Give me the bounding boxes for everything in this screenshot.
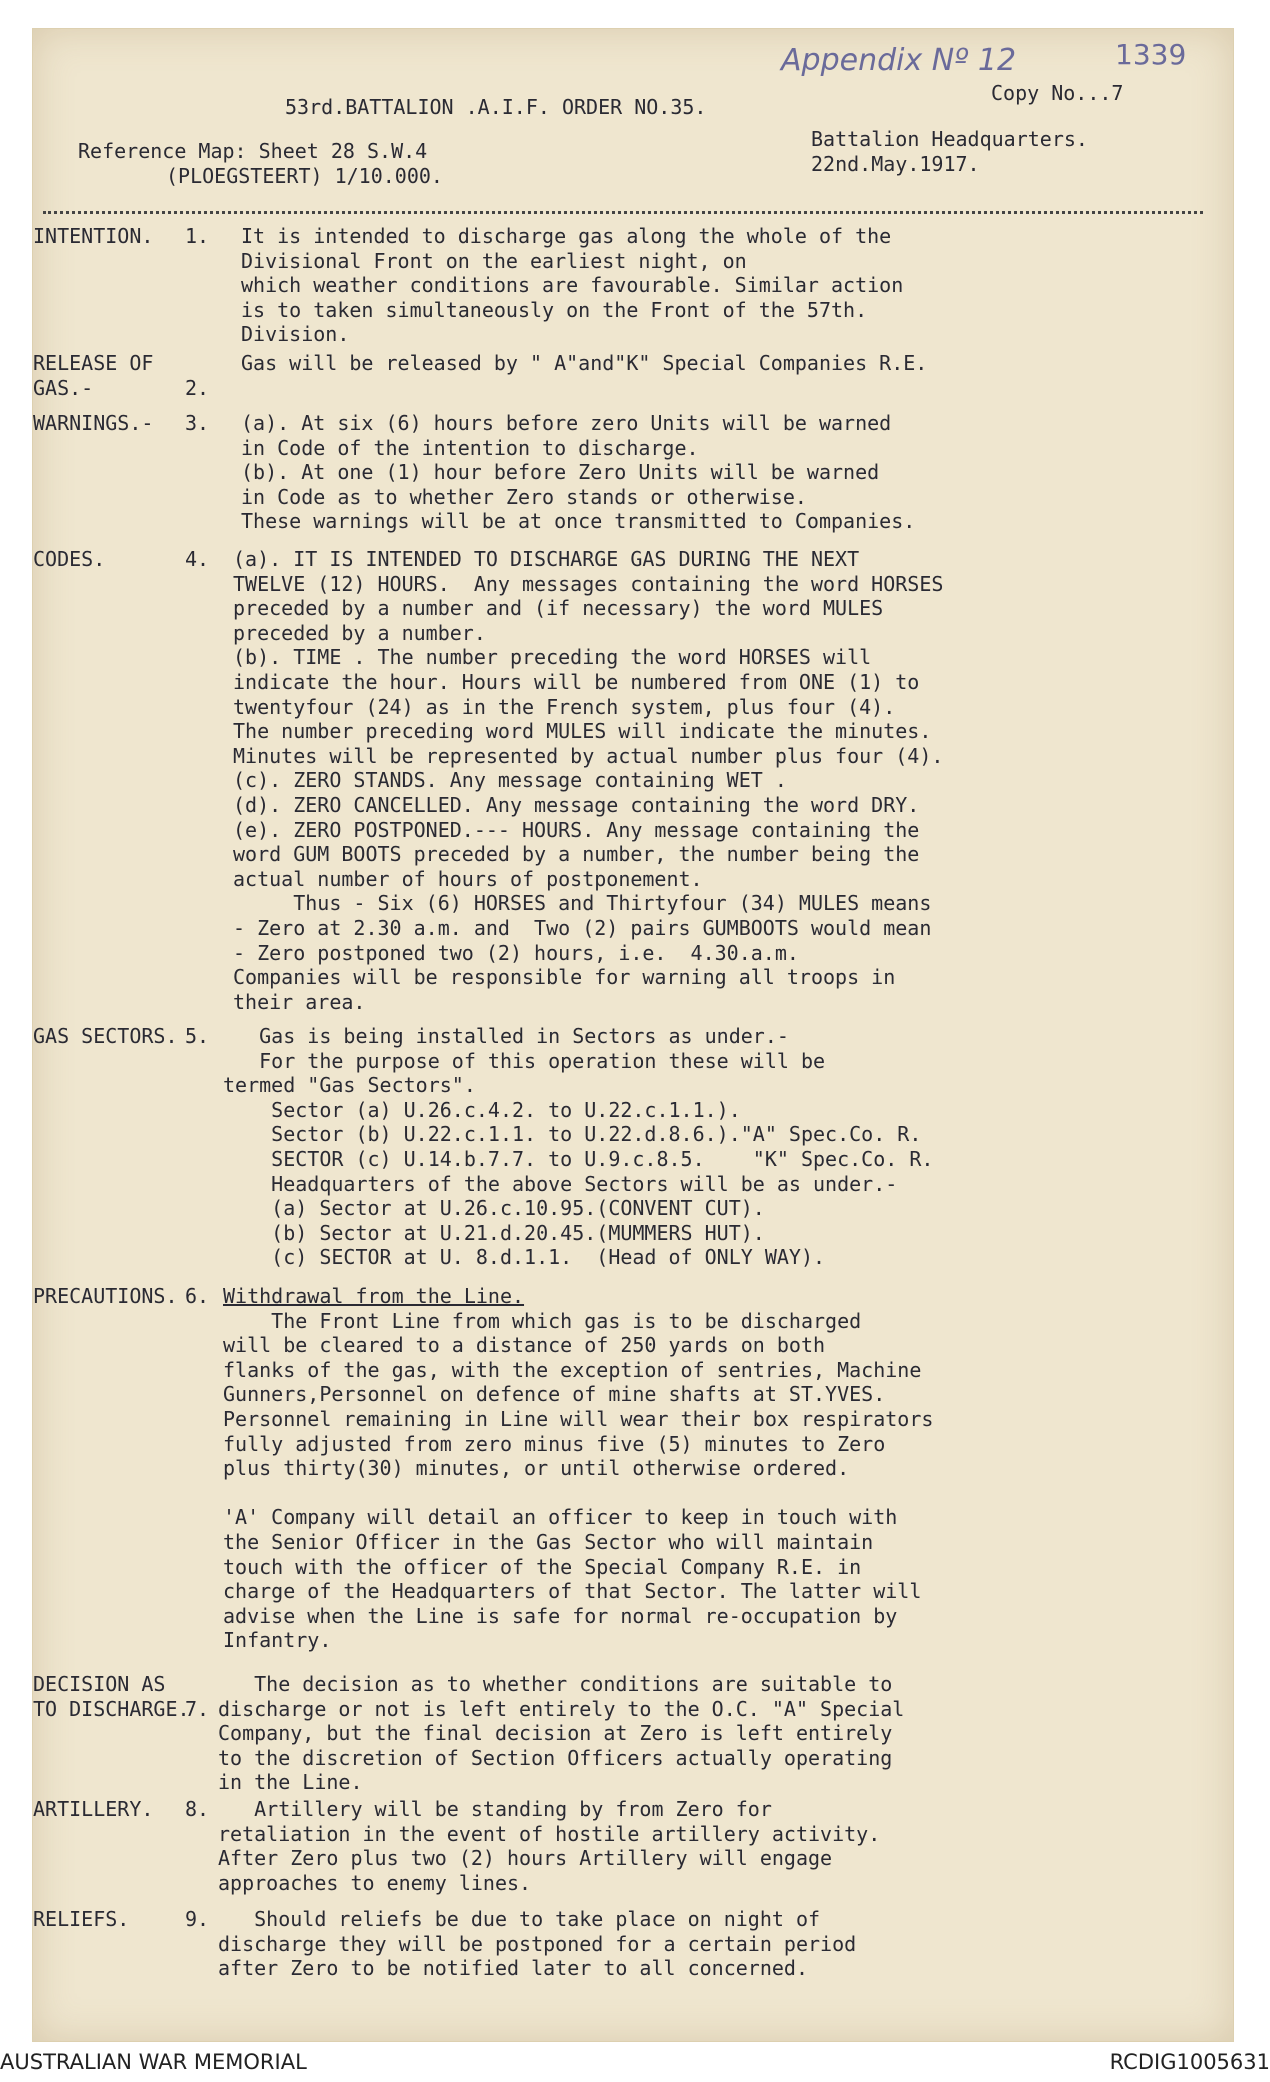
section-text-line: retaliation in the event of hostile artillery activity. [218, 1821, 881, 1846]
section-text-line: discharge they will be postponed for a certain period [218, 1931, 857, 1956]
section-text-line: their area. [233, 989, 366, 1014]
section-text-line: advise when the Line is safe for normal re-occupation by [223, 1603, 898, 1628]
section-text-line: in Code as to whether Zero stands or otherwise. [241, 484, 807, 509]
section-text-line: Sector (a) U.26.c.4.2. to U.22.c.1.1.). [223, 1097, 741, 1122]
section-text-line: discharge or not is left entirely to the O.C. "A" Special [218, 1696, 905, 1721]
section-margin-heading: RELIEFS. [33, 1907, 130, 1931]
section-text-line: preceded by a number and (if necessary) the word MULES [233, 596, 884, 621]
section-text-line: which weather conditions are favourable. Similar action [241, 273, 904, 298]
section-text-line: The Front Line from which gas is to be discharged [223, 1308, 862, 1333]
document-page [32, 28, 1234, 2042]
section-text-line: indicate the hour. Hours will be numbered from ONE (1) to [233, 670, 920, 694]
section-number: 8. [185, 1797, 210, 1821]
section-text-line: Withdrawal from the Line. [223, 1284, 525, 1308]
section-text-line: Infantry. [223, 1628, 332, 1653]
section-margin-heading: PRECAUTIONS. [33, 1284, 178, 1308]
section-margin-heading: WARNINGS.- [33, 411, 154, 435]
section-text-line: Gas will be released by " A"and"K" Special Companies R.E. [241, 351, 928, 375]
section-text-line: termed "Gas Sectors". [223, 1073, 476, 1098]
section-text-line: Divisional Front on the earliest night, on [241, 248, 747, 273]
section-number: 2. [185, 375, 210, 400]
section-text-line: (e). ZERO POSTPONED.--- HOURS. Any message containing the [233, 817, 920, 842]
section-text-line: twentyfour (24) as in the French system, plus four (4). [233, 694, 896, 719]
section-text-line: Company, but the final decision at Zero is left entirely [218, 1721, 893, 1746]
section-text-line: touch with the officer of the Special Company R.E. in [223, 1554, 862, 1579]
section-number: 1. [185, 224, 210, 248]
section-text-line: charge of the Headquarters of that Sector. The latter will [223, 1579, 922, 1604]
section-text-line: the Senior Officer in the Gas Sector who will maintain [223, 1530, 874, 1554]
footer-right: RCDIG1005631 [1109, 2050, 1270, 2074]
section-text-line: (b) Sector at U.21.d.20.45.(MUMMERS HUT). [223, 1220, 765, 1245]
section-text-line: Should reliefs be due to take place on night of [218, 1907, 821, 1931]
section-text-line: After Zero plus two (2) hours Artillery will engage [218, 1846, 833, 1871]
section-margin-heading: INTENTION. [33, 224, 154, 248]
section-text-line: Sector (b) U.22.c.1.1. to U.22.d.8.6.)."A" Spec.Co. R. [223, 1122, 922, 1147]
reference-map-line-1: Reference Map: Sheet 28 S.W.4 [78, 139, 428, 163]
section-text-line: The decision as to whether conditions are suitable to [218, 1672, 893, 1696]
reference-map-line-2: (PLOEGSTEERT) 1/10.000. [166, 164, 443, 188]
section-margin-heading: CODES. [33, 547, 106, 571]
section-text-line: The number preceding word MULES will indicate the minutes. [233, 719, 932, 744]
section-text-line: - Zero postponed two (2) hours, i.e. 4.30.a.m. [233, 940, 799, 965]
section-text-line: 'A' Company will detail an officer to keep in touch with [223, 1505, 898, 1530]
section-margin-heading: DECISION AS [33, 1672, 166, 1696]
section-text-line: Gunners,Personnel on defence of mine shafts at ST.YVES. [223, 1382, 886, 1407]
section-text-line: Companies will be responsible for warning all troops in [233, 965, 896, 990]
section-text-line: preceded by a number. [233, 620, 486, 645]
section-text-line: Artillery will be standing by from Zero for [218, 1797, 772, 1821]
section-text-line: fully adjusted from zero minus five (5) minutes to Zero [223, 1431, 886, 1456]
appendix-note: Appendix Nº 12 [781, 43, 1017, 78]
section-text-line: after Zero to be notified later to all concerned. [218, 1956, 809, 1981]
page-number: 1339 [1115, 38, 1187, 71]
section-text-line: (b). TIME . The number preceding the word HORSES will [233, 645, 872, 670]
section-number: 4. [185, 547, 210, 571]
section-text-line: (c) SECTOR at U. 8.d.1.1. (Head of ONLY WAY). [223, 1245, 826, 1270]
section-number: 6. [185, 1284, 210, 1308]
section-text-line: will be cleared to a distance of 250 yards on both [223, 1333, 826, 1358]
section-text-line: is to taken simultaneously on the Front of the 57th. [241, 297, 868, 322]
section-number: 9. [185, 1907, 210, 1931]
section-margin-heading: GAS.- [33, 375, 94, 400]
order-title: 53rd.BATTALION .A.I.F. ORDER NO.35. [285, 95, 707, 119]
section-text-line: flanks of the gas, with the exception of sentries, Machine [223, 1357, 922, 1382]
section-text-line: (d). ZERO CANCELLED. Any message containing the word DRY. [233, 793, 920, 817]
section-text-line: approaches to enemy lines. [218, 1870, 532, 1895]
section-text-line: (a). IT IS INTENDED TO DISCHARGE GAS DURING THE NEXT [233, 547, 860, 571]
section-number: 3. [185, 411, 210, 435]
section-text-line: Headquarters of the above Sectors will be as under.- [223, 1171, 898, 1196]
section-text-line: SECTOR (c) U.14.b.7.7. to U.9.c.8.5. "K" Spec.Co. R. [223, 1147, 934, 1171]
section-text-line: Personnel remaining in Line will wear their box respirators [223, 1407, 934, 1431]
section-text-line: to the discretion of Section Officers actually operating [218, 1745, 893, 1770]
order-date: 22nd.May.1917. [811, 152, 980, 176]
section-text-line: These warnings will be at once transmitted to Companies. [241, 509, 916, 534]
section-text-line: (c). ZERO STANDS. Any message containing WET . [233, 768, 787, 793]
section-margin-heading: RELEASE OF [33, 351, 154, 375]
section-margin-heading: TO DISCHARGE. [33, 1696, 190, 1721]
section-text-line: Gas is being installed in Sectors as under.- [223, 1024, 789, 1048]
header-divider [43, 211, 1203, 214]
section-text-line: Division. [241, 322, 350, 347]
section-text-line: - Zero at 2.30 a.m. and Two (2) pairs GUMBOOTS would mean [233, 916, 932, 940]
section-text-line: Minutes will be represented by actual number plus four (4). [233, 743, 944, 768]
battalion-headquarters: Battalion Headquarters. [811, 127, 1088, 151]
section-text-line: actual number of hours of postponement. [233, 866, 703, 891]
section-text-line: For the purpose of this operation these will be [223, 1048, 826, 1073]
section-text-line: It is intended to discharge gas along the whole of the [241, 224, 892, 248]
section-text-line: TWELVE (12) HOURS. Any messages containing the word HORSES [233, 571, 944, 596]
section-text-line: word GUM BOOTS preceded by a number, the number being the [233, 842, 920, 867]
footer-left: AUSTRALIAN WAR MEMORIAL [0, 2050, 307, 2074]
section-text-line: (b). At one (1) hour before Zero Units will be warned [241, 460, 880, 485]
section-number: 5. [185, 1024, 210, 1048]
section-text-line: (a). At six (6) hours before zero Units will be warned [241, 411, 892, 435]
section-text-line: Thus - Six (6) HORSES and Thirtyfour (34) MULES means [233, 891, 932, 916]
section-margin-heading: GAS SECTORS. [33, 1024, 178, 1048]
copy-number: Copy No...7 [991, 81, 1124, 105]
section-number: 7. [185, 1696, 210, 1721]
section-text-line: plus thirty(30) minutes, or until otherwise ordered. [223, 1456, 850, 1481]
section-margin-heading: ARTILLERY. [33, 1797, 154, 1821]
section-text-line: in the Line. [218, 1770, 363, 1795]
section-text-line: (a) Sector at U.26.c.10.95.(CONVENT CUT). [223, 1196, 765, 1221]
section-text-line: in Code of the intention to discharge. [241, 435, 699, 460]
